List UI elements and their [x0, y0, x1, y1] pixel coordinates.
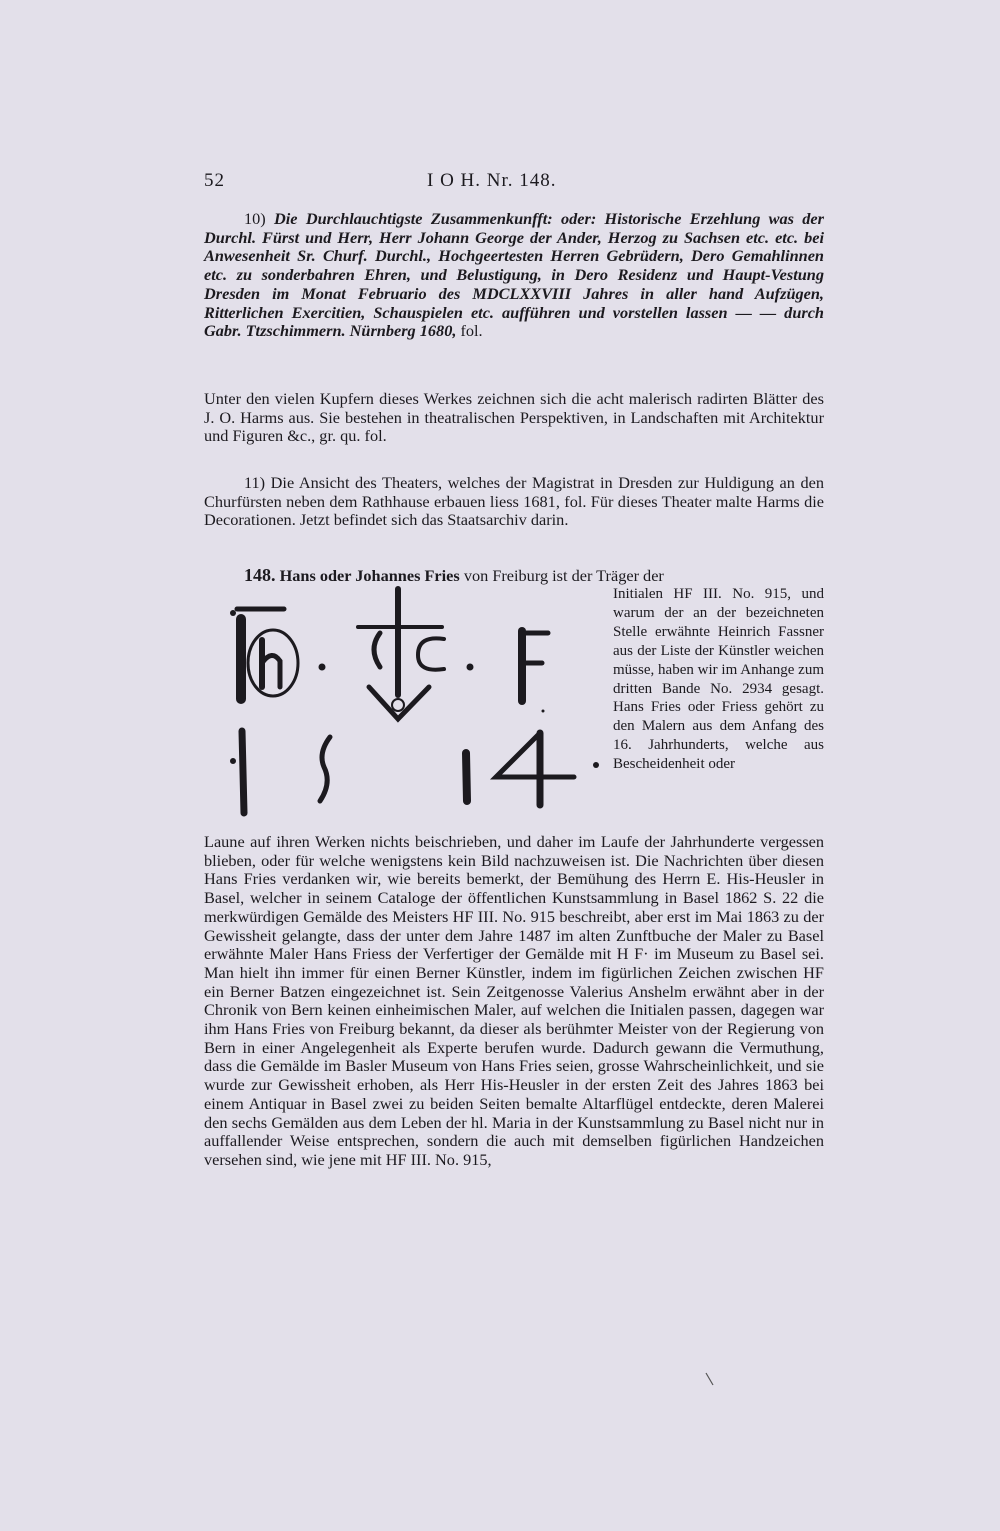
monogram-dot-1 — [319, 664, 326, 671]
entry-148-lead-text: von Freiburg ist der Träger der — [459, 566, 664, 585]
entry-148-names: Hans oder Johannes Fries — [279, 566, 460, 585]
entry-10-format: fol. — [456, 321, 483, 341]
entry-148-body: Laune auf ihren Werken nichts beischrieben, und daher im Laufe der Jahrhunderte vergessen blieben, oder für welche wenigstens kein Bild nachzuweisen ist. Die Nachrichten über diesen Hans Fries verdanken wir, wie bereits bemerkt, der Bemühung des Herrn E. His-Heusler in Basel, welcher in seinem Cataloge der öffentlichen Kunstsammlung in Basel 1862 S. 22 die merkwürdigen Gemälde des Meisters HF III. No. 915 beschreibt, aber erst im Mai 1863 zu der Gewissheit gelangte, dass der unter dem Jahre 1487 im alten Zunftbuche der Maler zu Basel erwähnte Maler Hans Friess der Verfertiger der Gemälde mit H F· im Museum zu Basel sei. Man hielt ihn immer für einen Berner Künstler, indem im figürlichen Zeichen zwischen HF ein Berner Batzen eingezeichnet ist. Sein Zeitgenosse Valerius Anshelm erwähnt aber in der Chronik von Bern keinen einheimischen Maler, auf welchen die Initialen passen, dagegen war ihm Hans Fries von Freiburg bekannt, da dieser als berühmter Meister von der Regierung von Bern in einer Angelegenheit als Experte berufen wurde. Dadurch gewann die Vermuthung, dass die Gemälde im Basler Museum von Hans Fries seien, grosse Wahrscheinlichkeit, und sie wurde zur Gewissheit erhoben, als Herr His-Heusler in der ersten Zeit des Jahres 1863 bei einem Antiquar in Basel zwei zu beiden Seiten bemalte Altarflügel entdeckte, deren Malerei den sechs Gemälden aus dem Leben der hl. Maria in der Kunstsammlung zu Basel nicht nur in auffallender Weise entsprechen, sondern die auch mit demselben figürlichen Handzeichen versehen sind, wie jene mit HF III. No. 915, — [204, 832, 824, 1169]
monogram-figure — [222, 583, 612, 833]
entry-10-title — [204, 210, 824, 341]
entry-148-number: 148. — [244, 565, 276, 585]
entry-10-number: 10) — [244, 209, 266, 228]
entry-11: 11) Die Ansicht des Theaters, welches der Magistrat in Dresden zur Huldigung an den Churfürsten neben dem Rathhause erbauen liess 1681, fol. Für dieses Theater malte Harms die Decorationen. Jetzt befindet sich das Staatsarchiv darin. — [204, 473, 824, 530]
entry-10-note: Unter den vielen Kupfern dieses Werkes zeichnen sich die acht malerisch radirten Blätter des J. O. Harms aus. Sie bestehen in theatralischen Perspektiven, in Landschaften mit Architektur und Figuren &c., gr. qu. fol. — [204, 389, 824, 446]
running-header — [204, 170, 824, 200]
running-title: I O H. Nr. 148. — [427, 170, 557, 191]
monogram-cross-mark — [358, 589, 444, 719]
page-mark — [705, 1372, 715, 1386]
monogram-ih — [230, 609, 298, 699]
monogram-dot-2 — [467, 664, 474, 671]
monogram-f — [522, 631, 548, 713]
page-number: 52 — [204, 170, 225, 191]
monogram-year-1514 — [230, 731, 599, 813]
entry-148-wrap-column: Initialen HF III. No. 915, und warum der an der bezeichneten Stelle erwähnte Heinrich Fassner aus der Liste der Künstler weichen müsse, haben wir im Anhange zum dritten Bande No. 2934 gesagt. Hans Fries oder Friess gehört zu den Malern aus dem Anfang des 16. Jahrhunderts, welche aus Bescheidenheit oder — [613, 586, 824, 773]
entry-10-title-text: Die Durchlauchtigste Zusammenkunfft: oder: Historische Erzehlung was der Durchl. Fürst und Herr, Herr Johann George der Ander, Herzog zu Sachsen etc. etc. bei Anwesenheit Sr. Churf. Durchl., Hochgeertesten Herren Gebrüdern, Dero Gemahlinnen etc. zu sonderbahren Ehren, und Belustigung, in Dero Residenz und Haupt-Vestung Dresden im Monat Februario des MDCLXXVIII Jahres in aller hand Aufzügen, Ritterlichen Exercitien, Schauspielen etc. aufführen und vorstellen lassen — — durch Gabr. Ttzschimmern. Nürnberg 1680, — [204, 209, 824, 341]
